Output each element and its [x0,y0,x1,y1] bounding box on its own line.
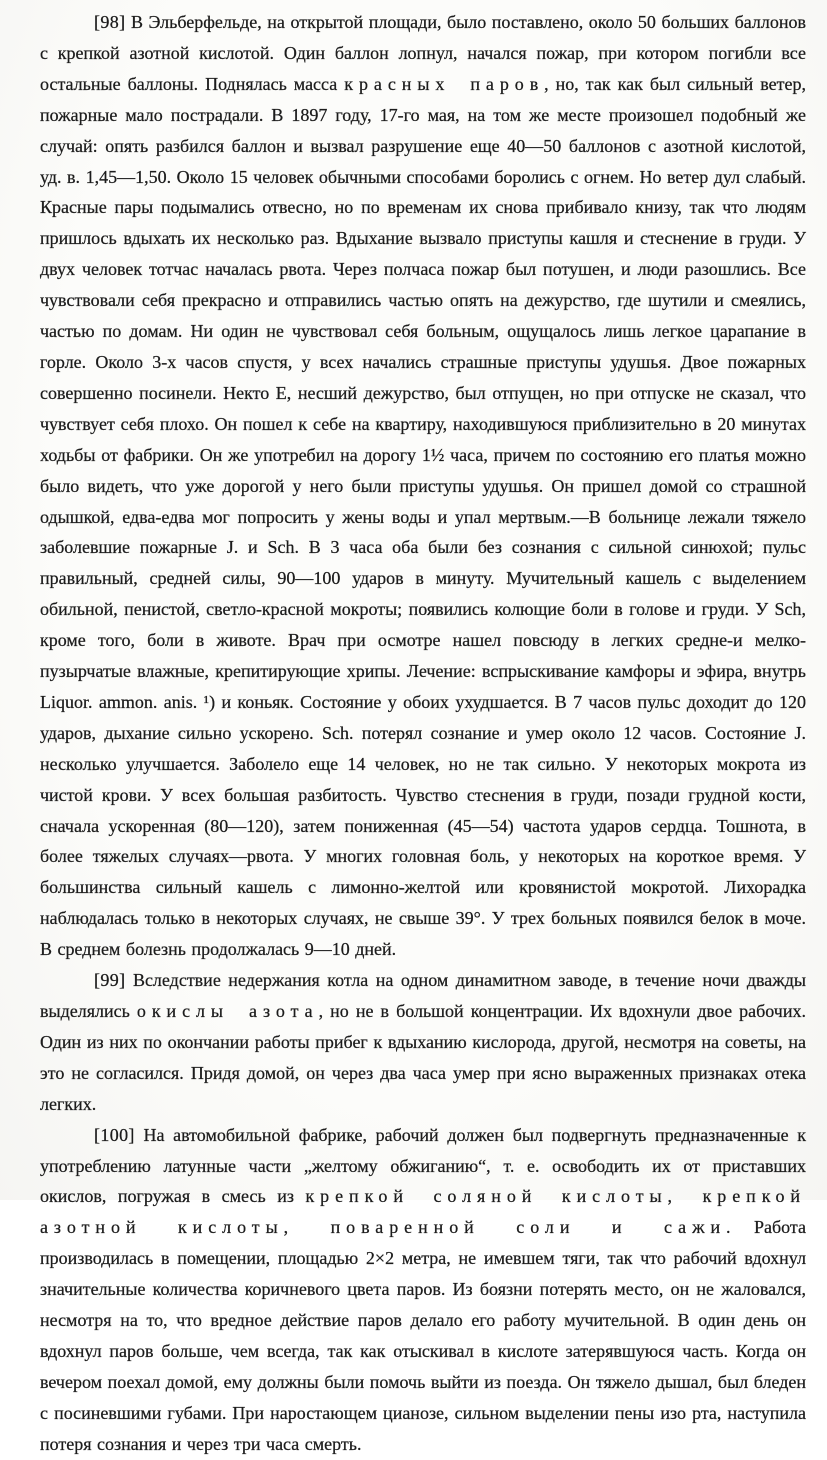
paragraph-text-segment: На автомобильной фабрике, рабочий должен был подвергнуть предназначенные к употреблению латунные части „желтому обжиганию“, т. е. освободить их от приставших окислов, погружая в смесь из [40,1124,806,1207]
paragraph-98 [40,7,806,965]
paragraph-100 [40,1120,806,1460]
paragraph-number: [98] [94,12,126,32]
paragraph-text-segment: Вследствие недержания котла на одном динамитном заводе, в течение ночи дважды выделялись [40,970,806,1021]
paragraph-number: [100] [94,1124,135,1145]
text-block [40,7,806,1460]
letterspaced-emphasis: крепкой соляной кислоты, крепкой азотной кислоты, поваренной соли и сажи [40,1186,806,1238]
paragraph-99 [40,965,806,1120]
paragraph-text-segment: В Эльберфельде, на открытой площади, было поставлено, около 50 больших баллонов с крепкой азотной кислотой. Один баллон лопнул, начался пожар, при котором погибли все остальные баллоны. Поднялась масса [40,12,806,94]
paragraph-text-segment: , но не в большой концентрации. Их вдохнули двое рабочих. Один из них по окончании работы прибег к вдыханию кислорода, другой, несмотря на советы, на это не согласился. Придя домой, он через два часа умер при ясно выраженных признаках отека легких. [40,1001,806,1114]
letterspaced-emphasis: красных паров [344,73,545,94]
letterspaced-emphasis: окислы азота [136,1001,319,1021]
paragraph-text-segment: , но, так как был сильный ветер, пожарные мало пострадали. В 1897 году, 17-го мая, на том же месте произошел подобный же случай: опять разбился баллон и вызвал разрушение еще 40—50 баллонов с азотной кислотой, уд. в. 1,45—1,50. Около 15 человек обычными способами боролись с огнем. Но ветер дул слабый. Красные пары подымались отвесно, но по временам их снова прибивало книзу, так что людям пришлось вдыхать их несколько раз. Вдыхание вызвало приступы кашля и стеснение в груди. У двух человек тотчас началась рвота. Через полчаса пожар был потушен, и люди разошлись. Все чувствовали себя прекрасно и отправились частью опять на дежурство, где шутили и смеялись, частью по домам. Ни один не чувствовал себя больным, ощущалось лишь легкое царапание в горле. Около 3-х часов спустя, у всех начались страшные приступы удушья. Двое пожарных совершенно посинели. Некто Е, несший дежурство, был отпущен, но при отпуске не сказал, что чувствует себя плохо. Он пошел к себе на квартиру, находившуюся приблизительно в 20 минутах ходьбы от фабрики. Он же употребил на дорогу 1½ часа, причем по состоянию его платья можно было видеть, что уже дорогой у него были приступы удушья. Он пришел домой со страшной одышкой, едва-едва мог попросить у жены воды и упал мертвым.—В больнице лежали тяжело заболевшие пожарные J. и Sch. В 3 часа оба были без сознания с сильной синюхой; пульс правильный, средней силы, 90—100 ударов в минуту. Мучительный кашель с выделением обильной, пенистой, светло-красной мокроты; появились колющие боли в голове и груди. У Sch, кроме того, боли в животе. Врач при осмотре нашел повсюду в легких средне-и мелко-пузырчатые влажные, крепитирующие хрипы. Лечение: вспрыскивание камфоры и эфира, внутрь Liquor. ammon. anis. ¹) и коньяк. Состояние у обоих ухудшается. В 7 часов пульс доходит до 120 ударов, дыхание сильно ускорено. Sch. потерял сознание и умер около 12 часов. Состояние J. несколько улучшается. Заболело еще 14 человек, но не так сильно. У некоторых мокрота из чистой крови. У всех большая разбитость. Чувство стеснения в груди, позади грудной кости, сначала ускоренная (80—120), затем пониженная (45—54) частота ударов сердца. Тошнота, в более тяжелых случаях—рвота. У многих головная боль, у некоторых на короткое время. У большинства сильный кашель с лимонно-желтой или кровянистой мокротой. Лихорадка наблюдалась только в некоторых случаях, не свыше 39°. У трех больных появился белок в моче. В среднем болезнь продолжалась 9—10 дней. [40,73,806,960]
paragraph-text-segment: . Работа производилась в помещении, площадью 2×2 метра, не имевшем тяги, так что рабочий вдохнул значительные количества коричневого цвета паров. Из боязни потерять место, он не жаловался, несмотря на то, что вредное действие паров делало его работу мучительной. В один день он вдохнул паров больше, чем всегда, так как отыскивал в кислоте затерявшуюся часть. Когда он вечером поехал домой, ему должны были помочь выйти из поезда. Он тяжело дышал, был бледен с посиневшими губами. При наростающем цианозе, сильном выделении пены изо рта, наступила потеря сознания и через три часа смерть. [40,1217,806,1454]
paragraph-number: [99] [94,970,126,991]
